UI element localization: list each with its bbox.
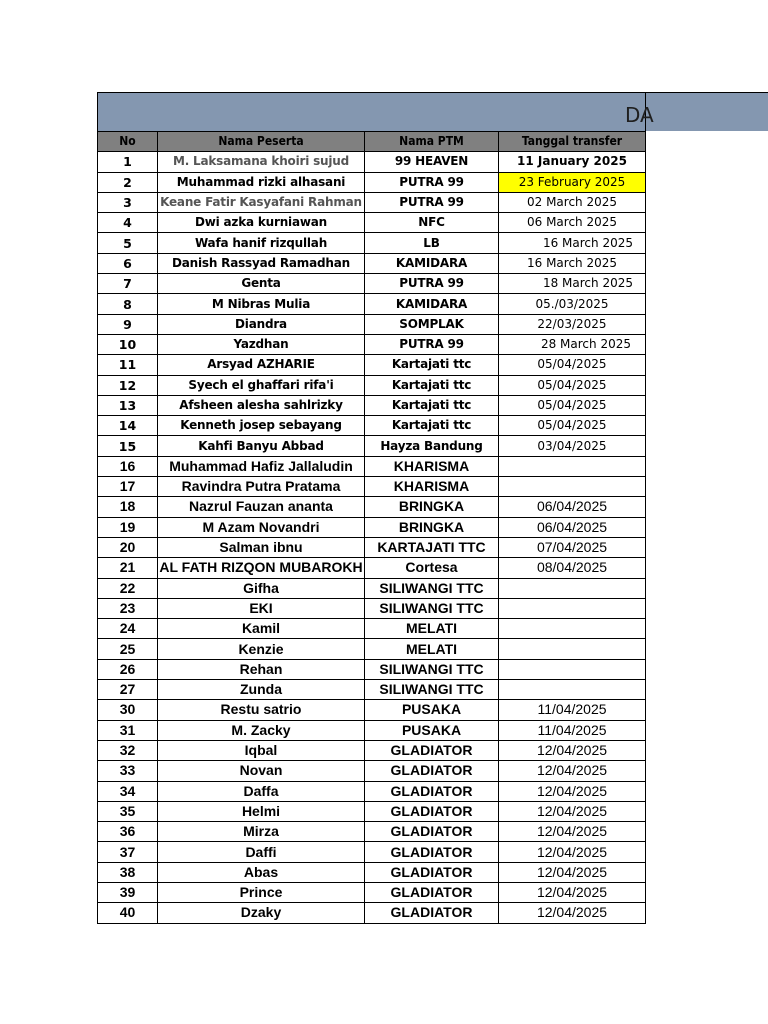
- cell-nama-peserta: Kenzie: [158, 639, 365, 659]
- table-row: [98, 720, 646, 740]
- cell-nama-ptm: GLADIATOR: [365, 842, 499, 862]
- cell-nama-peserta: Keane Fatir Kasyafani Rahman: [158, 192, 365, 212]
- cell-nama-ptm: PUTRA 99: [365, 274, 499, 294]
- table-row: [98, 416, 646, 436]
- cell-no: 18: [98, 497, 158, 517]
- cell-nama-peserta: Kenneth josep sebayang: [158, 416, 365, 436]
- cell-nama-ptm: Kartajati ttc: [365, 416, 499, 436]
- cell-no: 14: [98, 416, 158, 436]
- cell-no: 40: [98, 903, 158, 923]
- table-row: [98, 334, 646, 354]
- cell-nama-ptm: PUTRA 99: [365, 334, 499, 354]
- cell-tanggal-transfer: [499, 456, 646, 476]
- cell-no: 24: [98, 619, 158, 639]
- cell-nama-ptm: PUSAKA: [365, 700, 499, 720]
- cell-no: 39: [98, 882, 158, 902]
- cell-tanggal-transfer: 12/04/2025: [499, 801, 646, 821]
- table-row: [98, 903, 646, 923]
- table-row: [98, 477, 646, 497]
- cell-no: 16: [98, 456, 158, 476]
- cell-no: 20: [98, 537, 158, 557]
- table-row: [98, 882, 646, 902]
- cell-no: 10: [98, 334, 158, 354]
- table-row: [98, 294, 646, 314]
- cell-nama-ptm: BRINGKA: [365, 497, 499, 517]
- cell-nama-ptm: SILIWANGI TTC: [365, 598, 499, 618]
- cell-nama-ptm: GLADIATOR: [365, 761, 499, 781]
- cell-no: 25: [98, 639, 158, 659]
- cell-tanggal-transfer: 12/04/2025: [499, 761, 646, 781]
- table-row: [98, 395, 646, 415]
- table-row: [98, 862, 646, 882]
- cell-nama-ptm: SOMPLAK: [365, 314, 499, 334]
- cell-no: 30: [98, 700, 158, 720]
- header-tanggal-transfer: Tanggal transfer: [499, 132, 646, 152]
- cell-tanggal-transfer: 11/04/2025: [499, 700, 646, 720]
- cell-no: 32: [98, 740, 158, 760]
- cell-tanggal-transfer: 08/04/2025: [499, 558, 646, 578]
- cell-nama-ptm: LB: [365, 233, 499, 253]
- cell-tanggal-transfer: 22/03/2025: [499, 314, 646, 334]
- cell-nama-ptm: KHARISMA: [365, 456, 499, 476]
- header-nama-peserta: Nama Peserta: [158, 132, 365, 152]
- cell-nama-peserta: Arsyad AZHARIE: [158, 355, 365, 375]
- cell-nama-peserta: Muhammad rizki alhasani: [158, 172, 365, 192]
- cell-nama-peserta: Prince: [158, 882, 365, 902]
- cell-tanggal-transfer: 06/04/2025: [499, 497, 646, 517]
- cell-nama-peserta: Daffa: [158, 781, 365, 801]
- cell-nama-peserta: Syech el ghaffari rifa'i: [158, 375, 365, 395]
- table-row: [98, 456, 646, 476]
- cell-nama-ptm: KARTAJATI TTC: [365, 537, 499, 557]
- cell-no: 15: [98, 436, 158, 456]
- cell-nama-peserta: M Nibras Mulia: [158, 294, 365, 314]
- cell-no: 37: [98, 842, 158, 862]
- cell-no: 13: [98, 395, 158, 415]
- table-row: [98, 639, 646, 659]
- cell-nama-peserta: Mirza: [158, 822, 365, 842]
- table-row: [98, 700, 646, 720]
- cell-nama-peserta: Yazdhan: [158, 334, 365, 354]
- cell-tanggal-transfer: 06/04/2025: [499, 517, 646, 537]
- cell-no: 22: [98, 578, 158, 598]
- cell-nama-ptm: SILIWANGI TTC: [365, 659, 499, 679]
- table-row: [98, 233, 646, 253]
- cell-no: 5: [98, 233, 158, 253]
- cell-tanggal-transfer: 05/04/2025: [499, 416, 646, 436]
- cell-nama-ptm: 99 HEAVEN: [365, 152, 499, 172]
- table-row: [98, 152, 646, 172]
- cell-nama-peserta: Rehan: [158, 659, 365, 679]
- table-row: [98, 274, 646, 294]
- table-row: [98, 253, 646, 273]
- cell-no: 12: [98, 375, 158, 395]
- cell-nama-peserta: EKI: [158, 598, 365, 618]
- cell-no: 6: [98, 253, 158, 273]
- table-row: [98, 740, 646, 760]
- cell-no: 38: [98, 862, 158, 882]
- cell-no: 4: [98, 213, 158, 233]
- cell-no: 36: [98, 822, 158, 842]
- cell-nama-peserta: Dzaky: [158, 903, 365, 923]
- cell-tanggal-transfer: 18 March 2025: [499, 274, 646, 294]
- cell-nama-peserta: Daffi: [158, 842, 365, 862]
- table-row: [98, 497, 646, 517]
- cell-tanggal-transfer: 05/04/2025: [499, 355, 646, 375]
- cell-tanggal-transfer: 07/04/2025: [499, 537, 646, 557]
- cell-tanggal-transfer: 02 March 2025: [499, 192, 646, 212]
- cell-nama-peserta: Genta: [158, 274, 365, 294]
- table-row: [98, 659, 646, 679]
- cell-nama-peserta: Wafa hanif rizqullah: [158, 233, 365, 253]
- cell-no: 21: [98, 558, 158, 578]
- header-nama-ptm: Nama PTM: [365, 132, 499, 152]
- cell-tanggal-transfer: 23 February 2025: [499, 172, 646, 192]
- cell-no: 27: [98, 680, 158, 700]
- cell-nama-peserta: Dwi azka kurniawan: [158, 213, 365, 233]
- cell-tanggal-transfer: 28 March 2025: [499, 334, 646, 354]
- cell-nama-ptm: Hayza Bandung: [365, 436, 499, 456]
- cell-nama-peserta: Afsheen alesha sahlrizky: [158, 395, 365, 415]
- table-row: [98, 517, 646, 537]
- participant-table: [97, 131, 646, 924]
- cell-no: 7: [98, 274, 158, 294]
- table-body: [98, 152, 646, 923]
- cell-nama-ptm: GLADIATOR: [365, 801, 499, 821]
- cell-tanggal-transfer: 12/04/2025: [499, 862, 646, 882]
- cell-nama-ptm: GLADIATOR: [365, 903, 499, 923]
- cell-nama-ptm: BRINGKA: [365, 517, 499, 537]
- cell-tanggal-transfer: 03/04/2025: [499, 436, 646, 456]
- cell-no: 8: [98, 294, 158, 314]
- cell-tanggal-transfer: 12/04/2025: [499, 903, 646, 923]
- cell-nama-peserta: M. Laksamana khoiri sujud: [158, 152, 365, 172]
- cell-nama-ptm: GLADIATOR: [365, 822, 499, 842]
- cell-no: 35: [98, 801, 158, 821]
- cell-tanggal-transfer: [499, 619, 646, 639]
- cell-nama-ptm: Kartajati ttc: [365, 395, 499, 415]
- cell-nama-peserta: Zunda: [158, 680, 365, 700]
- cell-nama-peserta: Danish Rassyad Ramadhan: [158, 253, 365, 273]
- cell-no: 19: [98, 517, 158, 537]
- cell-no: 11: [98, 355, 158, 375]
- cell-nama-peserta: Kahfi Banyu Abbad: [158, 436, 365, 456]
- table-row: [98, 680, 646, 700]
- cell-tanggal-transfer: [499, 477, 646, 497]
- cell-tanggal-transfer: [499, 639, 646, 659]
- cell-tanggal-transfer: 05/04/2025: [499, 395, 646, 415]
- cell-nama-peserta: M. Zacky: [158, 720, 365, 740]
- cell-nama-peserta: Iqbal: [158, 740, 365, 760]
- table-row: [98, 436, 646, 456]
- cell-no: 3: [98, 192, 158, 212]
- table-row: [98, 801, 646, 821]
- cell-nama-ptm: NFC: [365, 213, 499, 233]
- cell-nama-peserta: Helmi: [158, 801, 365, 821]
- cell-nama-ptm: GLADIATOR: [365, 781, 499, 801]
- cell-nama-ptm: PUTRA 99: [365, 192, 499, 212]
- cell-tanggal-transfer: 12/04/2025: [499, 822, 646, 842]
- cell-tanggal-transfer: [499, 578, 646, 598]
- header-no: No: [98, 132, 158, 152]
- cell-nama-peserta: Novan: [158, 761, 365, 781]
- cell-nama-ptm: KHARISMA: [365, 477, 499, 497]
- cell-no: 26: [98, 659, 158, 679]
- cell-no: 17: [98, 477, 158, 497]
- cell-no: 33: [98, 761, 158, 781]
- cell-tanggal-transfer: [499, 598, 646, 618]
- cell-nama-ptm: SILIWANGI TTC: [365, 680, 499, 700]
- sheet-title: DA: [625, 103, 654, 127]
- cell-nama-ptm: Kartajati ttc: [365, 355, 499, 375]
- cell-no: 23: [98, 598, 158, 618]
- table-row: [98, 822, 646, 842]
- cell-tanggal-transfer: [499, 659, 646, 679]
- cell-tanggal-transfer: 12/04/2025: [499, 740, 646, 760]
- cell-tanggal-transfer: 11/04/2025: [499, 720, 646, 740]
- cell-nama-peserta: Ravindra Putra Pratama: [158, 477, 365, 497]
- table-row: [98, 598, 646, 618]
- cell-tanggal-transfer: 12/04/2025: [499, 882, 646, 902]
- cell-nama-peserta: Kamil: [158, 619, 365, 639]
- cell-tanggal-transfer: 12/04/2025: [499, 781, 646, 801]
- cell-nama-peserta: Muhammad Hafiz Jallaludin: [158, 456, 365, 476]
- cell-tanggal-transfer: 06 March 2025: [499, 213, 646, 233]
- cell-nama-ptm: Kartajati ttc: [365, 375, 499, 395]
- table-row: [98, 761, 646, 781]
- cell-nama-ptm: MELATI: [365, 639, 499, 659]
- cell-no: 34: [98, 781, 158, 801]
- cell-no: 31: [98, 720, 158, 740]
- cell-tanggal-transfer: 16 March 2025: [499, 253, 646, 273]
- cell-nama-ptm: Cortesa: [365, 558, 499, 578]
- cell-no: 9: [98, 314, 158, 334]
- cell-nama-ptm: PUTRA 99: [365, 172, 499, 192]
- cell-nama-ptm: PUSAKA: [365, 720, 499, 740]
- table-row: [98, 355, 646, 375]
- table-row: [98, 192, 646, 212]
- cell-nama-ptm: GLADIATOR: [365, 882, 499, 902]
- cell-nama-peserta: Gifha: [158, 578, 365, 598]
- cell-nama-peserta: AL FATH RIZQON MUBAROKH: [158, 558, 365, 578]
- cell-tanggal-transfer: 05./03/2025: [499, 294, 646, 314]
- cell-nama-peserta: Salman ibnu: [158, 537, 365, 557]
- cell-nama-peserta: Diandra: [158, 314, 365, 334]
- cell-tanggal-transfer: 12/04/2025: [499, 842, 646, 862]
- header-row: [98, 132, 646, 152]
- table-row: [98, 578, 646, 598]
- cell-nama-peserta: Restu satrio: [158, 700, 365, 720]
- cell-no: 2: [98, 172, 158, 192]
- cell-nama-ptm: KAMIDARA: [365, 294, 499, 314]
- table-row: [98, 172, 646, 192]
- table-row: [98, 314, 646, 334]
- title-bar: [97, 92, 768, 131]
- table-row: [98, 537, 646, 557]
- cell-nama-ptm: MELATI: [365, 619, 499, 639]
- cell-nama-ptm: SILIWANGI TTC: [365, 578, 499, 598]
- cell-tanggal-transfer: [499, 680, 646, 700]
- cell-nama-peserta: M Azam Novandri: [158, 517, 365, 537]
- cell-nama-ptm: KAMIDARA: [365, 253, 499, 273]
- table-row: [98, 213, 646, 233]
- table-row: [98, 781, 646, 801]
- cell-nama-peserta: Nazrul Fauzan ananta: [158, 497, 365, 517]
- table-row: [98, 375, 646, 395]
- cell-no: 1: [98, 152, 158, 172]
- table-row: [98, 619, 646, 639]
- cell-nama-ptm: GLADIATOR: [365, 862, 499, 882]
- cell-tanggal-transfer: 16 March 2025: [499, 233, 646, 253]
- table-row: [98, 842, 646, 862]
- cell-nama-peserta: Abas: [158, 862, 365, 882]
- cell-tanggal-transfer: 11 January 2025: [499, 152, 646, 172]
- cell-nama-ptm: GLADIATOR: [365, 740, 499, 760]
- table-row: [98, 558, 646, 578]
- cell-tanggal-transfer: 05/04/2025: [499, 375, 646, 395]
